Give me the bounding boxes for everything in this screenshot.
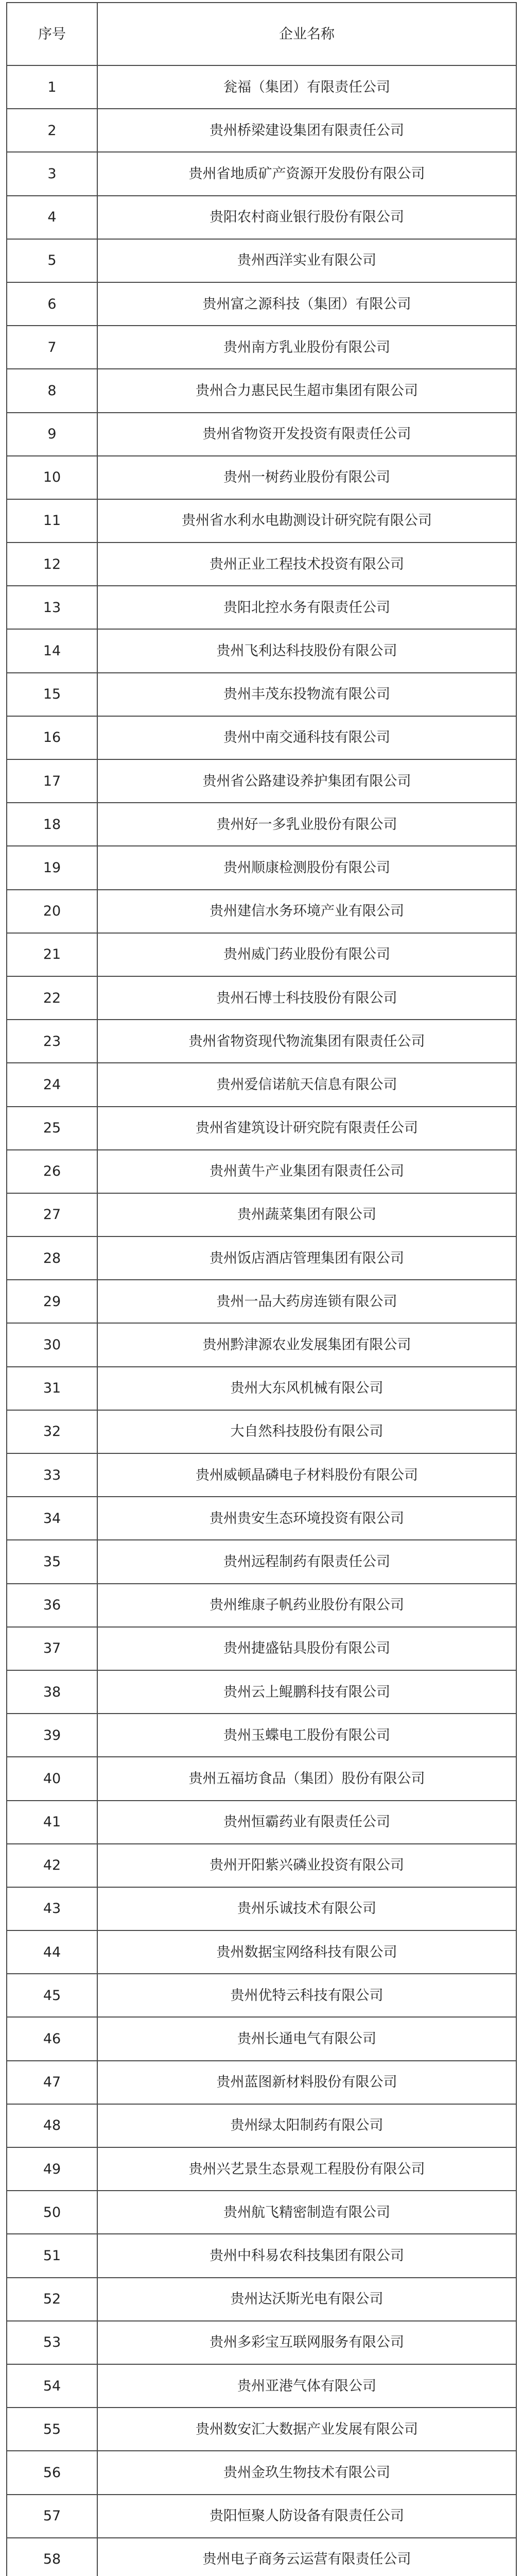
- row-number-cell: 11: [7, 500, 98, 543]
- table-row: [7, 66, 517, 109]
- row-number-cell: 54: [7, 2365, 98, 2408]
- row-number-cell: 42: [7, 1844, 98, 1888]
- row-number-cell: 3: [7, 152, 98, 196]
- company-name-cell: 贵州玉蝶电工股份有限公司: [98, 1714, 517, 1757]
- table-row: [7, 1801, 517, 1844]
- row-number-cell: 51: [7, 2234, 98, 2278]
- table-row: [7, 2451, 517, 2495]
- row-number-cell: 38: [7, 1671, 98, 1714]
- table-row: [7, 2408, 517, 2451]
- table-row: [7, 1020, 517, 1063]
- company-name-cell: 贵州省水利水电勘测设计研究院有限公司: [98, 500, 517, 543]
- company-name-cell: 贵州省地质矿产资源开发股份有限公司: [98, 152, 517, 196]
- row-number-cell: 2: [7, 109, 98, 152]
- table-row: [7, 1194, 517, 1237]
- row-number-cell: 57: [7, 2495, 98, 2538]
- table-row: [7, 1497, 517, 1540]
- table-row: [7, 2321, 517, 2365]
- table-row: [7, 1974, 517, 2018]
- company-name-cell: 贵州达沃斯光电有限公司: [98, 2278, 517, 2321]
- company-name-cell: 贵州云上鲲鹏科技有限公司: [98, 1671, 517, 1714]
- row-number-cell: 5: [7, 240, 98, 283]
- table-row: [7, 1324, 517, 1367]
- table-row: [7, 1844, 517, 1888]
- company-name-cell: 贵州一品大药房连锁有限公司: [98, 1280, 517, 1324]
- table-row: [7, 1931, 517, 1974]
- table-row: [7, 1150, 517, 1194]
- row-number-cell: 14: [7, 630, 98, 673]
- table-row: [7, 717, 517, 760]
- company-name-cell: 贵州电子商务云运营有限责任公司: [98, 2538, 517, 2576]
- company-table: [6, 2, 517, 2576]
- company-name-cell: 贵州省公路建设养护集团有限公司: [98, 760, 517, 803]
- table-row: [7, 326, 517, 369]
- company-name-cell: 贵州贵安生态环境投资有限公司: [98, 1497, 517, 1540]
- company-name-cell: 贵阳农村商业银行股份有限公司: [98, 196, 517, 240]
- table-row: [7, 1714, 517, 1757]
- row-number-cell: 34: [7, 1497, 98, 1540]
- table-row: [7, 934, 517, 977]
- row-number-cell: 37: [7, 1628, 98, 1671]
- table-row: [7, 413, 517, 456]
- company-name-cell: 贵州大东风机械有限公司: [98, 1367, 517, 1411]
- row-number-cell: 44: [7, 1931, 98, 1974]
- row-number-cell: 52: [7, 2278, 98, 2321]
- row-number-cell: 4: [7, 196, 98, 240]
- table-row: [7, 2018, 517, 2061]
- header-company-name-cell: 企业名称: [98, 3, 517, 66]
- row-number-cell: 56: [7, 2451, 98, 2495]
- table-row: [7, 2365, 517, 2408]
- company-name-cell: 贵州顺康检测股份有限公司: [98, 846, 517, 890]
- table-row: [7, 543, 517, 586]
- table-row: [7, 369, 517, 413]
- row-number-cell: 15: [7, 673, 98, 717]
- row-number-cell: 35: [7, 1540, 98, 1584]
- row-number-cell: 46: [7, 2018, 98, 2061]
- company-name-cell: 贵州建信水务环境产业有限公司: [98, 890, 517, 934]
- company-name-cell: 贵州绿太阳制药有限公司: [98, 2105, 517, 2148]
- row-number-cell: 50: [7, 2191, 98, 2234]
- row-number-cell: 43: [7, 1888, 98, 1931]
- table-row: [7, 109, 517, 152]
- company-name-cell: 贵州西洋实业有限公司: [98, 240, 517, 283]
- row-number-cell: 25: [7, 1107, 98, 1150]
- company-name-cell: 贵阳北控水务有限责任公司: [98, 586, 517, 630]
- table-row: [7, 2191, 517, 2234]
- table-row: [7, 1757, 517, 1801]
- table-row: [7, 152, 517, 196]
- company-name-cell: 贵州黄牛产业集团有限责任公司: [98, 1150, 517, 1194]
- company-name-cell: 贵州金玖生物技术有限公司: [98, 2451, 517, 2495]
- row-number-cell: 55: [7, 2408, 98, 2451]
- company-name-cell: 贵州开阳紫兴磷业投资有限公司: [98, 1844, 517, 1888]
- row-number-cell: 17: [7, 760, 98, 803]
- company-name-cell: 贵州正业工程技术投资有限公司: [98, 543, 517, 586]
- company-name-cell: 贵州南方乳业股份有限公司: [98, 326, 517, 369]
- table-row: [7, 586, 517, 630]
- table-row: [7, 1237, 517, 1280]
- row-number-cell: 20: [7, 890, 98, 934]
- row-number-cell: 27: [7, 1194, 98, 1237]
- table-row: [7, 1411, 517, 1454]
- row-number-cell: 48: [7, 2105, 98, 2148]
- table-row: [7, 1280, 517, 1324]
- table-row: [7, 196, 517, 240]
- company-name-cell: 贵州五福坊食品（集团）股份有限公司: [98, 1757, 517, 1801]
- table-row: [7, 2495, 517, 2538]
- row-number-cell: 22: [7, 977, 98, 1020]
- table-row: [7, 1540, 517, 1584]
- row-number-cell: 6: [7, 283, 98, 326]
- company-name-cell: 贵州长通电气有限公司: [98, 2018, 517, 2061]
- company-name-cell: 贵州蔬菜集团有限公司: [98, 1194, 517, 1237]
- company-name-cell: 贵阳恒聚人防设备有限责任公司: [98, 2495, 517, 2538]
- company-name-cell: 贵州一树药业股份有限公司: [98, 456, 517, 500]
- company-name-cell: 贵州中科易农科技集团有限公司: [98, 2234, 517, 2278]
- row-number-cell: 12: [7, 543, 98, 586]
- row-number-cell: 28: [7, 1237, 98, 1280]
- company-name-cell: 贵州桥梁建设集团有限责任公司: [98, 109, 517, 152]
- table-row: [7, 760, 517, 803]
- company-name-cell: 贵州多彩宝互联网服务有限公司: [98, 2321, 517, 2365]
- row-number-cell: 23: [7, 1020, 98, 1063]
- company-name-cell: 贵州亚港气体有限公司: [98, 2365, 517, 2408]
- company-name-cell: 贵州捷盛钻具股份有限公司: [98, 1628, 517, 1671]
- table-row: [7, 1107, 517, 1150]
- company-name-cell: 贵州蓝图新材料股份有限公司: [98, 2061, 517, 2105]
- company-name-cell: 贵州威门药业股份有限公司: [98, 934, 517, 977]
- company-name-cell: 贵州飞利达科技股份有限公司: [98, 630, 517, 673]
- company-name-cell: 贵州黔津源农业发展集团有限公司: [98, 1324, 517, 1367]
- company-name-cell: 贵州乐诚技术有限公司: [98, 1888, 517, 1931]
- row-number-cell: 41: [7, 1801, 98, 1844]
- company-name-cell: 贵州省物资开发投资有限责任公司: [98, 413, 517, 456]
- table-row: [7, 803, 517, 846]
- row-number-cell: 1: [7, 66, 98, 109]
- row-number-cell: 30: [7, 1324, 98, 1367]
- company-name-cell: 瓮福（集团）有限责任公司: [98, 66, 517, 109]
- table-row: [7, 673, 517, 717]
- table-row: [7, 2105, 517, 2148]
- table-row: [7, 2234, 517, 2278]
- row-number-cell: 19: [7, 846, 98, 890]
- company-name-cell: 贵州恒霸药业有限责任公司: [98, 1801, 517, 1844]
- table-row: [7, 1888, 517, 1931]
- table-row: [7, 1063, 517, 1107]
- company-name-cell: 贵州优特云科技有限公司: [98, 1974, 517, 2018]
- company-name-cell: 贵州饭店酒店管理集团有限公司: [98, 1237, 517, 1280]
- row-number-cell: 31: [7, 1367, 98, 1411]
- table-row: [7, 977, 517, 1020]
- row-number-cell: 58: [7, 2538, 98, 2576]
- table-row: [7, 1367, 517, 1411]
- row-number-cell: 49: [7, 2148, 98, 2191]
- row-number-cell: 16: [7, 717, 98, 760]
- company-name-cell: 贵州省物资现代物流集团有限责任公司: [98, 1020, 517, 1063]
- company-name-cell: 贵州爱信诺航天信息有限公司: [98, 1063, 517, 1107]
- table-row: [7, 1584, 517, 1628]
- company-name-cell: 贵州数安汇大数据产业发展有限公司: [98, 2408, 517, 2451]
- row-number-cell: 13: [7, 586, 98, 630]
- company-name-cell: 贵州远程制药有限责任公司: [98, 1540, 517, 1584]
- table-row: [7, 890, 517, 934]
- row-number-cell: 29: [7, 1280, 98, 1324]
- table-header-row: [7, 3, 517, 66]
- table-body: [7, 66, 517, 2576]
- company-name-cell: 贵州航飞精密制造有限公司: [98, 2191, 517, 2234]
- table-row: [7, 500, 517, 543]
- row-number-cell: 32: [7, 1411, 98, 1454]
- company-name-cell: 大自然科技股份有限公司: [98, 1411, 517, 1454]
- row-number-cell: 45: [7, 1974, 98, 2018]
- company-name-cell: 贵州兴艺景生态景观工程股份有限公司: [98, 2148, 517, 2191]
- table-row: [7, 1628, 517, 1671]
- company-name-cell: 贵州省建筑设计研究院有限责任公司: [98, 1107, 517, 1150]
- company-name-cell: 贵州好一多乳业股份有限公司: [98, 803, 517, 846]
- row-number-cell: 24: [7, 1063, 98, 1107]
- table-row: [7, 2148, 517, 2191]
- table-row: [7, 456, 517, 500]
- row-number-cell: 26: [7, 1150, 98, 1194]
- company-name-cell: 贵州丰茂东投物流有限公司: [98, 673, 517, 717]
- row-number-cell: 10: [7, 456, 98, 500]
- row-number-cell: 8: [7, 369, 98, 413]
- company-name-cell: 贵州威顿晶磷电子材料股份有限公司: [98, 1454, 517, 1497]
- table-row: [7, 283, 517, 326]
- row-number-cell: 33: [7, 1454, 98, 1497]
- company-name-cell: 贵州石博士科技股份有限公司: [98, 977, 517, 1020]
- row-number-cell: 47: [7, 2061, 98, 2105]
- company-name-cell: 贵州富之源科技（集团）有限公司: [98, 283, 517, 326]
- table-row: [7, 2538, 517, 2576]
- company-name-cell: 贵州数据宝网络科技有限公司: [98, 1931, 517, 1974]
- table-row: [7, 1671, 517, 1714]
- table-row: [7, 630, 517, 673]
- row-number-cell: 7: [7, 326, 98, 369]
- company-name-cell: 贵州维康子帆药业股份有限公司: [98, 1584, 517, 1628]
- table-row: [7, 240, 517, 283]
- table-row: [7, 2278, 517, 2321]
- row-number-cell: 36: [7, 1584, 98, 1628]
- table-row: [7, 846, 517, 890]
- table-row: [7, 2061, 517, 2105]
- row-number-cell: 18: [7, 803, 98, 846]
- table-row: [7, 1454, 517, 1497]
- company-name-cell: 贵州合力惠民民生超市集团有限公司: [98, 369, 517, 413]
- header-number-cell: 序号: [7, 3, 98, 66]
- row-number-cell: 39: [7, 1714, 98, 1757]
- company-name-cell: 贵州中南交通科技有限公司: [98, 717, 517, 760]
- row-number-cell: 9: [7, 413, 98, 456]
- row-number-cell: 21: [7, 934, 98, 977]
- row-number-cell: 40: [7, 1757, 98, 1801]
- row-number-cell: 53: [7, 2321, 98, 2365]
